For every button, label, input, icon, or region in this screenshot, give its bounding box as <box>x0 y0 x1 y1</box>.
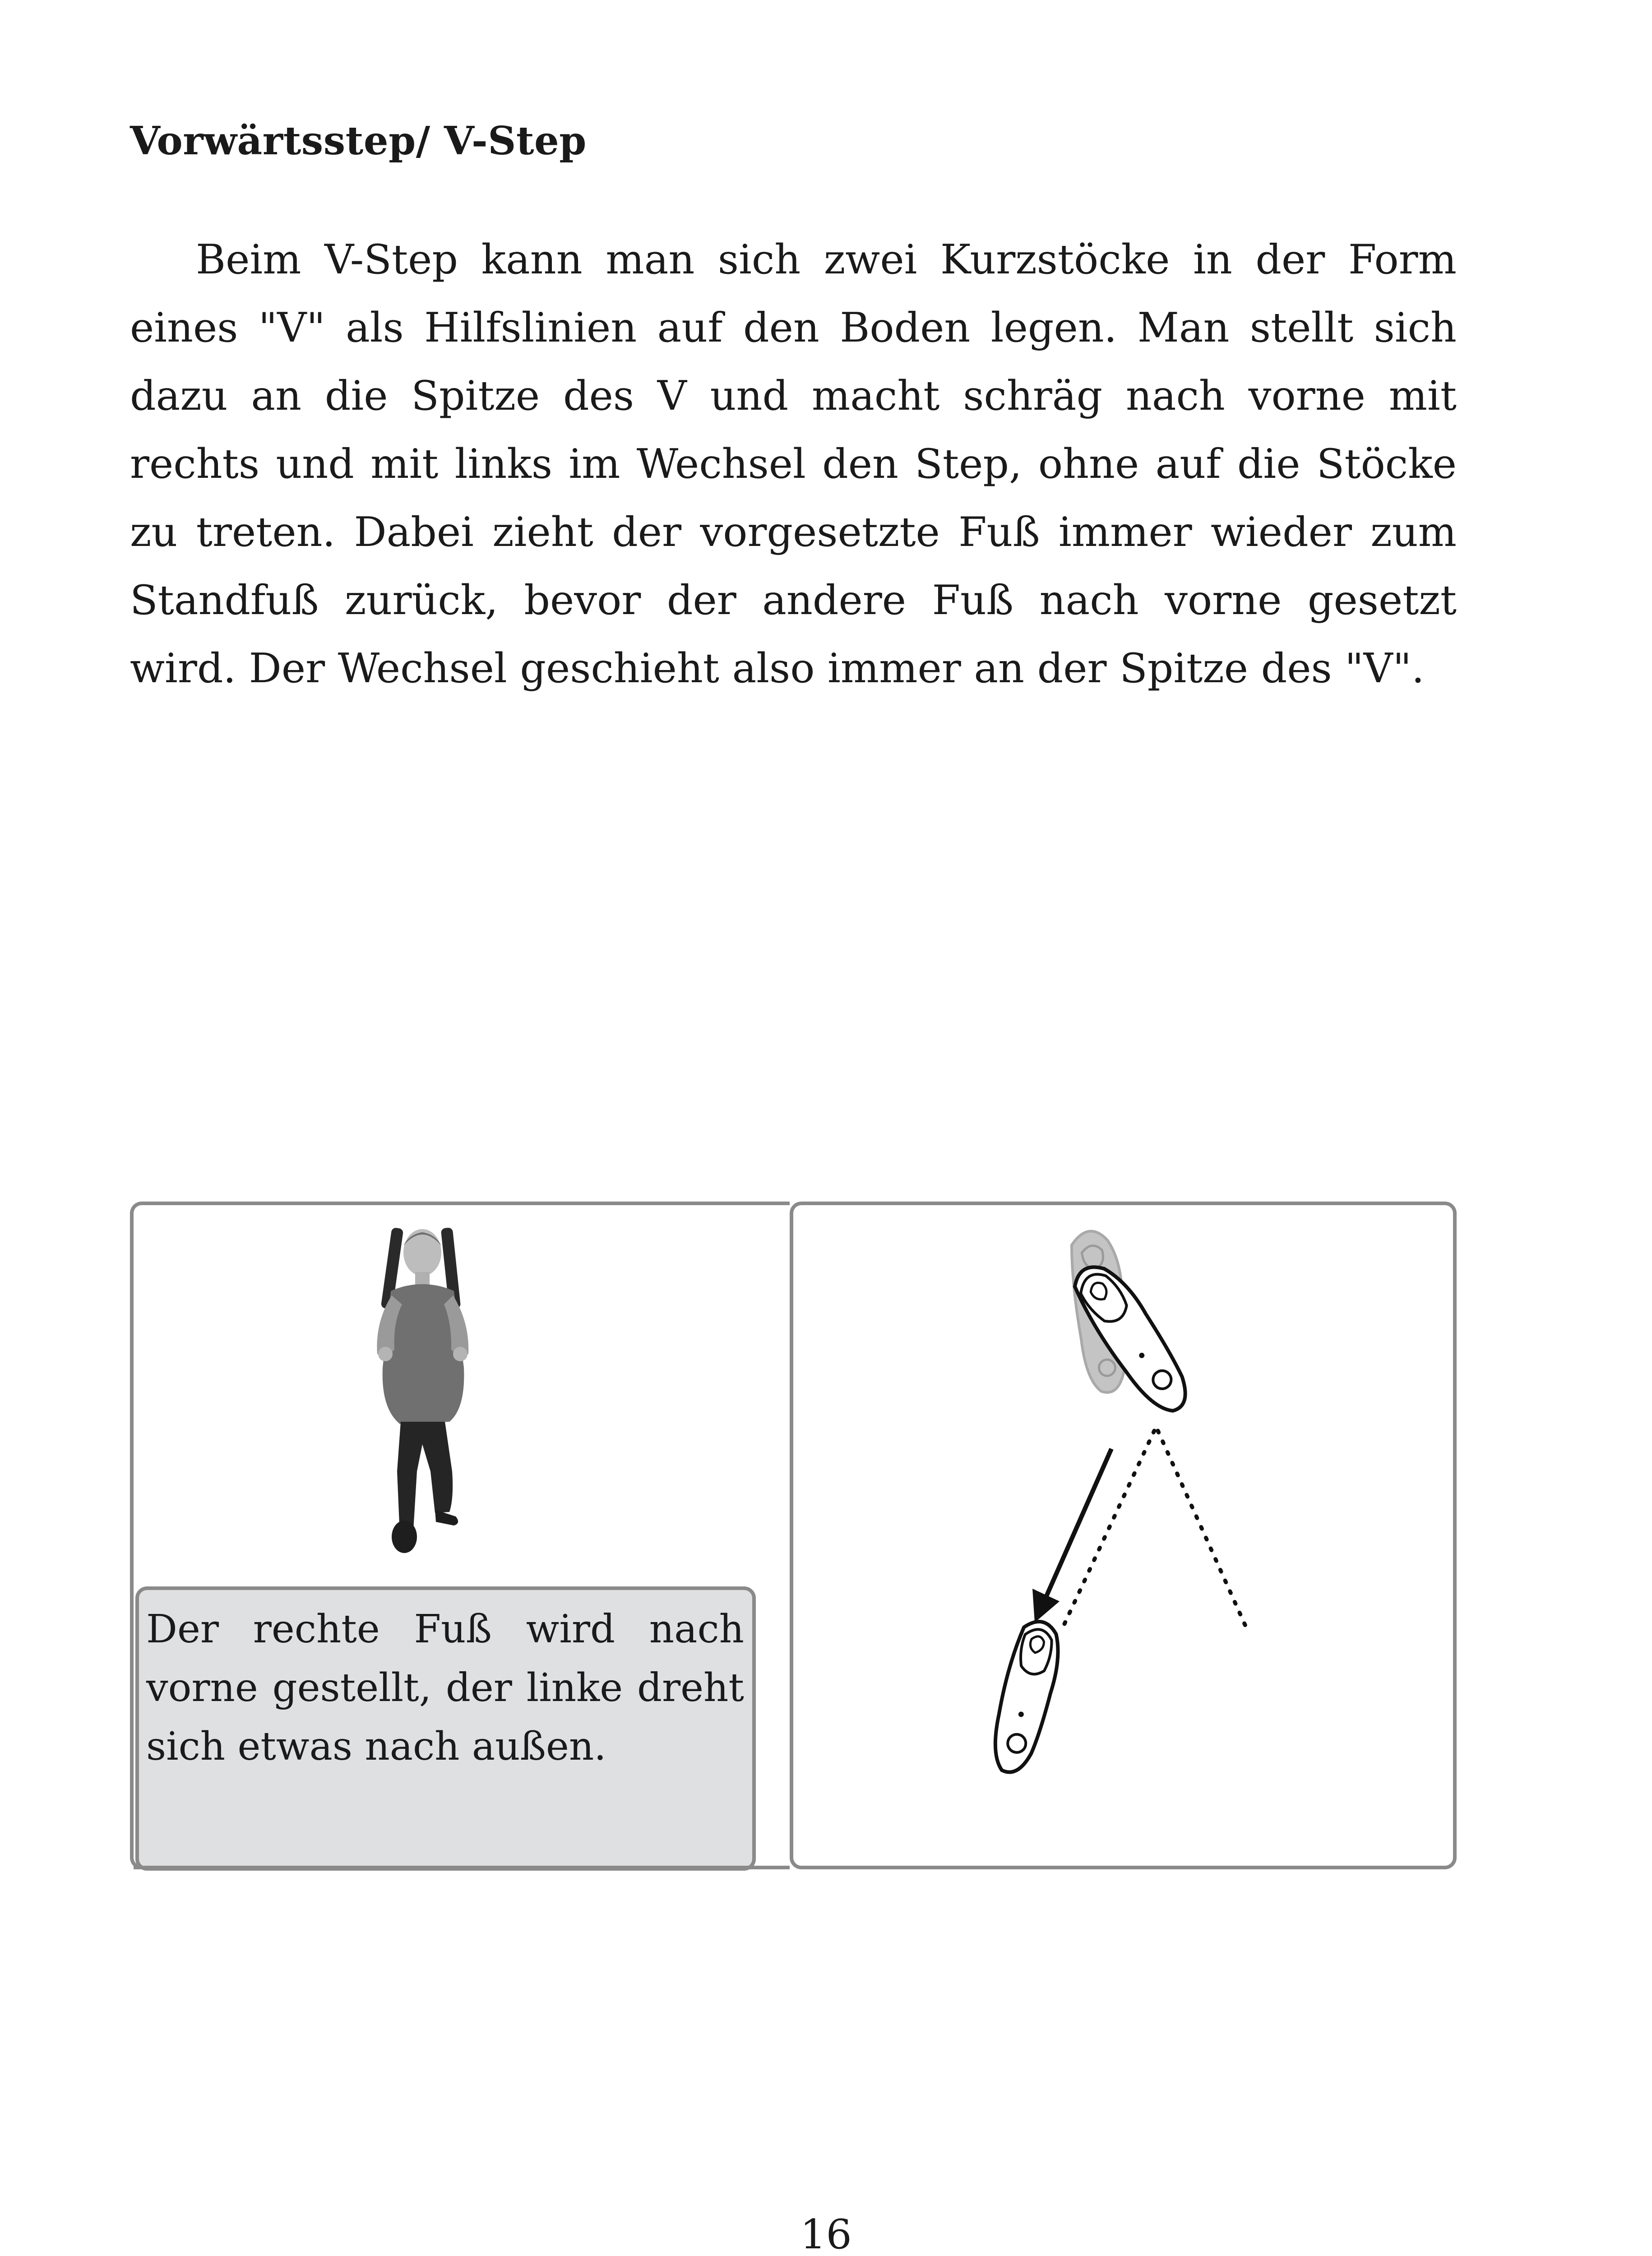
arrow-icon <box>1032 1449 1111 1623</box>
exercise-figure <box>130 1202 1457 1869</box>
front-foot-icon <box>987 1617 1065 1778</box>
v-line-right <box>1158 1431 1249 1634</box>
person-exercise-illustration <box>359 1219 522 1580</box>
body-paragraph: Beim V-Step kann man sich zwei Kurzstöcke in der Form eines "V" als Hilfslinien auf den Boden legen. Man stellt sich dazu an die Spitze des V und macht schräg nach vorne mit rechts und mit links im Wechsel den Step, ohne auf die Stöcke zu treten. Dabei zieht der vorgesetzte Fuß immer wieder zum Standfuß zurück, bevor der andere Fuß nach vorne gesetzt wird. Der Wechsel geschieht also immer an der Spitze des "V". <box>130 236 1457 692</box>
section-heading: Vorwärtsstep/ V-Step <box>130 118 587 164</box>
footstep-diagram <box>793 1205 1453 1866</box>
caption-box <box>135 1586 756 1871</box>
footstep-diagram-panel <box>790 1202 1457 1869</box>
page-number: 16 <box>800 2211 852 2256</box>
caption-text: Der rechte Fuß wird nach vorne gestellt, der linke dreht sich etwas nach außen. <box>146 1607 744 1769</box>
photo-panel <box>130 1202 790 1869</box>
